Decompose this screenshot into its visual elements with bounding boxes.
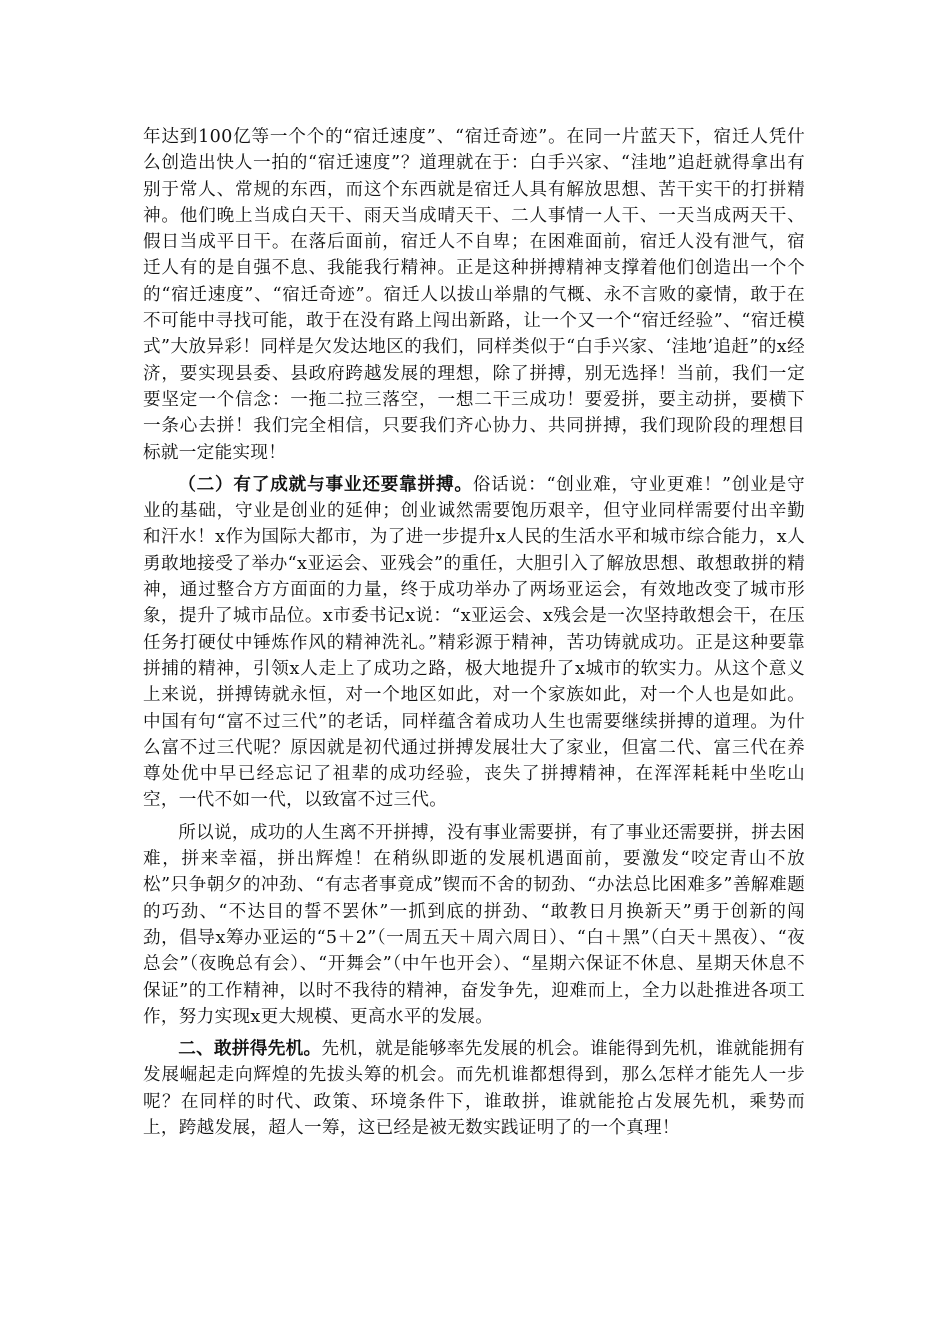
paragraph-dare-to-strive <box>143 1036 805 1141</box>
paragraph-career-needs-struggle <box>143 472 805 814</box>
paragraph-success-needs-struggle <box>143 820 805 1030</box>
paragraph-suqian-speed <box>143 124 805 466</box>
section-heading: 二、敢拼得先机。 <box>178 1038 322 1060</box>
document-page <box>143 124 805 1141</box>
paragraph-text: 先机，就是能够率先发展的机会。谁能得到先机，谁就能拥有发展崛起走向辉煌的先拔头筹的机会。而先机谁都想得到，那么怎样才能先人一步呢？在同样的时代、政策、环境条件下，谁敢拼，谁就能抢占发展先机，乘势而上，跨越发展，超人一筹，这已经是被无数实践证明了的一个真理！ <box>143 1039 805 1138</box>
paragraph-text: 年达到100亿等一个个的“宿迁速度”、“宿迁奇迹”。在同一片蓝天下，宿迁人凭什么创造出快人一拍的“宿迁速度”？道理就在于：白手兴家、“洼地”追赶就得拿出有别于常人、常规的东西，而这个东西就是宿迁人具有解放思想、苦干实干的打拼精神。他们晚上当成白天干、雨天当成晴天干、二人事情一人干、一天当成两天干、假日当成平日干。在落后面前，宿迁人不自卑；在困难面前，宿迁人没有泄气，宿迁人有的是自强不息、我能我行精神。正是这种拼搏精神支撑着他们创造出一个个的“宿迁速度”、“宿迁奇迹”。宿迁人以拔山举鼎的气概、永不言败的豪情，敢于在不可能中寻找可能，敢于在没有路上闯出新路，让一个又一个“宿迁经验”、“宿迁模式”大放异彩！同样是欠发达地区的我们，同样类似于“白手兴家、‘洼地’追赶”的x经济，要实现县委、县政府跨越发展的理想，除了拼搏，别无选择！当前，我们一定要坚定一个信念：一拖二拉三落空，一想二干三成功！要爱拼，要主动拼，要横下一条心去拼！我们完全相信，只要我们齐心协力、共同拼搏，我们现阶段的理想目标就一定能实现！ <box>143 127 805 463</box>
section-heading: （二）有了成就与事业还要靠拼搏。 <box>178 473 473 495</box>
paragraph-text: 俗话说：“创业难，守业更难！”创业是守业的基础，守业是创业的延伸；创业诚然需要饱历艰辛，但守业同样需要付出辛勤和汗水！x作为国际大都市，为了进一步提升x人民的生活水平和城市综合能力，x人勇敢地接受了举办“x亚运会、亚残会”的重任，大胆引入了解放思想、敢想敢拼的精神，通过整合方方面面的力量，终于成功举办了两场亚运会，有效地改变了城市形象，提升了城市品位。x市委书记x说：“x亚运会、x残会是一次坚持敢想会干，在压任务打硬仗中锤炼作风的精神洗礼。”精彩源于精神，苦功铸就成功。正是这种要靠拼捕的精神，引领x人走上了成功之路，极大地提升了x城市的软实力。从这个意义上来说，拼搏铸就永恒，对一个地区如此，对一个家族如此，对一个人也是如此。中国有句“富不过三代”的老话，同样蕴含着成功人生也需要继续拼搏的道理。为什么富不过三代呢？原因就是初代通过拼搏发展壮大了家业，但富二代、富三代在养尊处优中早已经忘记了祖辈的成功经验，丧失了拼搏精神，在浑浑耗耗中坐吃山空，一代不如一代，以致富不过三代。 <box>143 474 805 811</box>
paragraph-text: 所以说，成功的人生离不开拼搏，没有事业需要拼，有了事业还需要拼，拼去困难，拼来幸福，拼出辉煌！在稍纵即逝的发展机遇面前，要激发“咬定青山不放松”只争朝夕的冲劲、“有志者事竟成”锲而不舍的韧劲、“办法总比困难多”善解难题的巧劲、“不达目的誓不罢休”一抓到底的拼劲、“敢教日月换新天”勇于创新的闯劲，倡导x筹办亚运的“5＋2”（一周五天＋周六周日）、“白＋黑”（白天＋黑夜）、“夜总会”（夜晚总有会）、“开舞会”（中午也开会）、“星期六保证不休息、星期天休息不保证”的工作精神，以时不我待的精神，奋发争先，迎难而上，全力以赴推进各项工作，努力实现x更大规模、更高水平的发展。 <box>143 822 805 1027</box>
